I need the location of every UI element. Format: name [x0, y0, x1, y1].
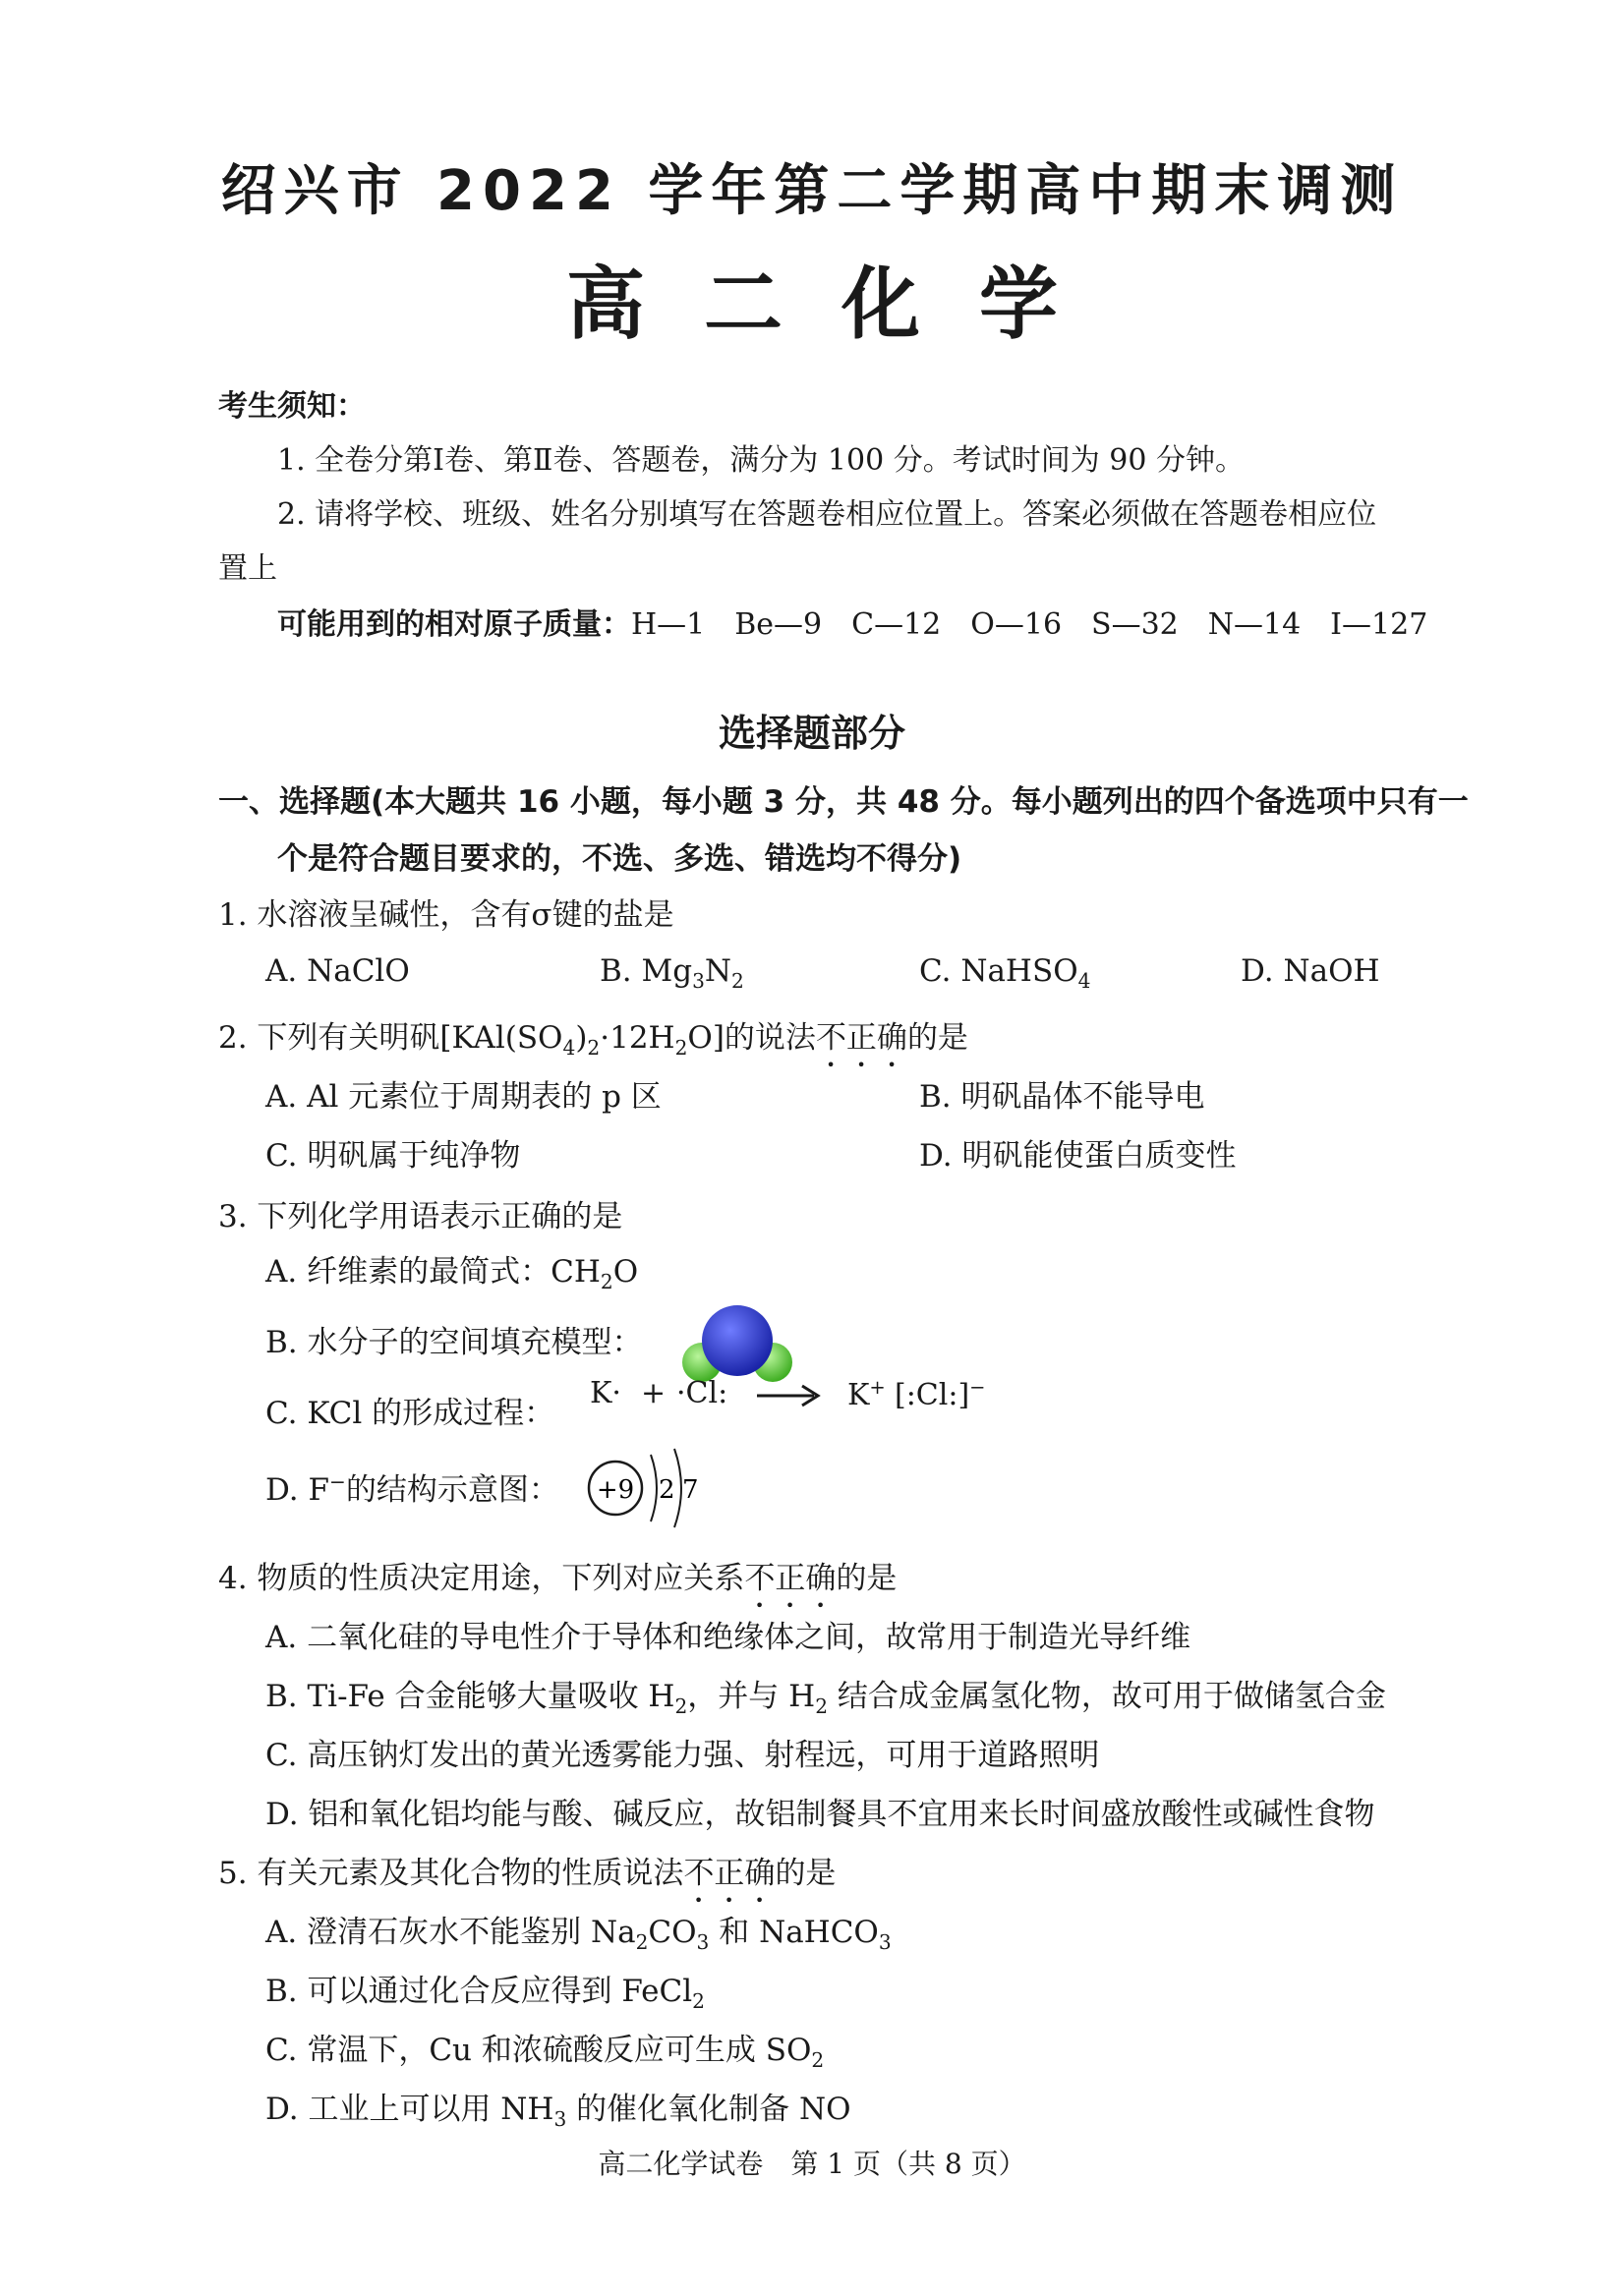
q3-option-c: C. KCl 的形成过程： [265, 1396, 555, 1431]
q5-option-d: D. 工业上可以用 $NH_3$ 的催化氧化制备 NO [265, 2092, 851, 2132]
q3-stem: 3. 下列化学用语表示正确的是 [218, 1199, 623, 1234]
note-2: 2. 请将学校、班级、姓名分别填写在答题卷相应位置上。答案必须做在答题卷相应位 [277, 497, 1377, 532]
notes-heading: 考生须知： [218, 389, 366, 424]
q3-option-b: B. 水分子的空间填充模型： [265, 1325, 643, 1360]
page-footer: 高二化学试卷 第 1 页（共 8 页） [598, 2148, 1026, 2180]
k-atom: K· [590, 1376, 621, 1410]
q1-option-a: A. NaClO [265, 953, 410, 989]
k-ion: K+ [847, 1376, 886, 1412]
nucleus-charge: +9 [596, 1475, 635, 1505]
q4-option-b: B. Ti-Fe 合金能够大量吸收 $H_2$，并与 $H_2$ 结合成金属氢化物，故可用于做储氢合金 [265, 1679, 1386, 1719]
q2-option-b: B. 明矾晶体不能导电 [919, 1079, 1205, 1115]
subject-title: 高二化学 [566, 258, 1117, 350]
atomic-masses [277, 600, 1427, 643]
q5-stem: 5. 有关元素及其化合物的性质说法不正确的是 [218, 1856, 837, 1891]
part-heading: 一、选择题(本大题共 16 小题，每小题 3 分，共 48 分。每小题列出的四个备选项中只有一 [218, 784, 1469, 820]
shell-2-electrons: 7 [682, 1475, 699, 1505]
q4-option-d: D. 铝和氧化铝均能与酸、碱反应，故铝制餐具不宜用来长时间盛放酸性或碱性食物 [265, 1797, 1375, 1832]
q4-option-c: C. 高压钠灯发出的黄光透雾能力强、射程远，可用于道路照明 [265, 1738, 1100, 1773]
q1-stem: 1. 水溶液呈碱性，含有σ键的盐是 [218, 897, 674, 933]
reaction-arrow-icon [755, 1382, 824, 1409]
cl-atom: ·Cl: [676, 1376, 728, 1410]
note-2-cont: 置上 [218, 551, 277, 586]
q4-option-a: A. 二氧化硅的导电性介于导体和绝缘体之间，故常用于制造光导纤维 [265, 1620, 1191, 1655]
q1-option-b: B. $Mg_3N_2$ [600, 953, 744, 994]
exam-title: 绍兴市 2022 学年第二学期高中期末调测 [220, 159, 1404, 223]
q1-option-d: D. NaOH [1241, 953, 1380, 989]
q3-option-d: D. F−的结构示意图： [265, 1469, 559, 1508]
q4-stem: 4. 物质的性质决定用途，下列对应关系不正确的是 [218, 1561, 898, 1596]
q5-option-c: C. 常温下，Cu 和浓硫酸反应可生成 $SO_2$ [265, 2033, 825, 2073]
q3-option-a: A. 纤维素的最简式：$CH_2O$ [265, 1254, 639, 1294]
note-1: 1. 全卷分第Ⅰ卷、第Ⅱ卷、答题卷，满分为 100 分。考试时间为 90 分钟。 [277, 443, 1245, 478]
section-title: 选择题部分 [718, 712, 905, 755]
cl-ion: [:Cl:]− [895, 1376, 986, 1412]
oxygen-atom [702, 1305, 773, 1376]
part-heading-cont: 个是符合题目要求的，不选、多选、错选均不得分) [277, 841, 962, 877]
mass-label: 可能用到的相对原子质量： [277, 607, 631, 642]
q2-option-c: C. 明矾属于纯净物 [265, 1138, 521, 1174]
q2-option-a: A. Al 元素位于周期表的 p 区 [265, 1079, 662, 1115]
q5-option-a: A. 澄清石灰水不能鉴别 $Na_2CO_3$ 和 NaHCO$_3$ [265, 1915, 892, 1955]
mass-values: H—1 Be—9 C—12 O—16 S—32 N—14 I—127 [631, 607, 1428, 642]
fluoride-structure-diagram [580, 1445, 718, 1533]
q5-option-b: B. 可以通过化合反应得到 FeCl$_2$ [265, 1974, 705, 2014]
shell-1-electrons: 2 [659, 1475, 675, 1505]
q2-stem: 2. 下列有关明矾$[KAl(SO_4)_2\cdot 12H_2O]$的说法不正确的是 [218, 1020, 968, 1061]
q1-option-c: C. NaHSO$_4$ [919, 953, 1091, 994]
plus-sign: + [641, 1376, 667, 1410]
q2-option-d: D. 明矾能使蛋白质变性 [919, 1138, 1237, 1174]
